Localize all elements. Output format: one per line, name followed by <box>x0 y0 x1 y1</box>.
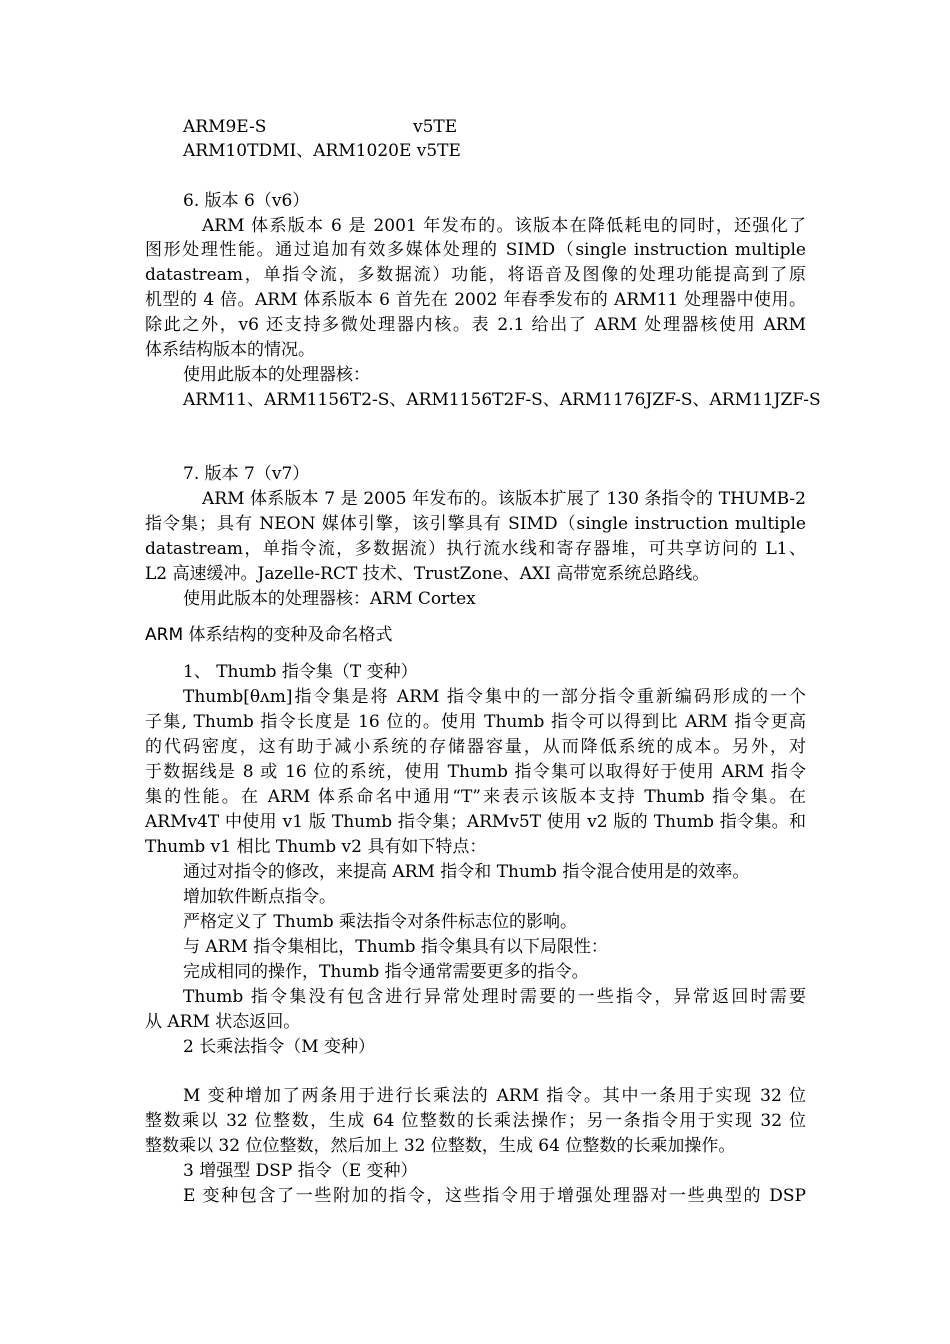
m-variant-paragraph-line: 整数乘以 32 位位整数，然后加上 32 位整数，生成 64 位整数的长乘加操作。 <box>145 1136 736 1156</box>
v7-cores: 使用此版本的处理器核：ARM Cortex <box>183 589 476 609</box>
thumb-feature-item: 增加软件断点指令。 <box>183 887 336 907</box>
v6-paragraph-line: 机型的 4 倍。ARM 体系版本 6 首先在 2002 年春季发布的 ARM11 处理器中使用。 <box>145 290 806 310</box>
thumb-limitation-intro: 与 ARM 指令集相比，Thumb 指令集具有以下局限性： <box>183 937 608 957</box>
v6-paragraph-line: ARM 体系版本 6 是 2001 年发布的。该版本在降低耗电的同时，还强化了 <box>202 216 806 236</box>
core-row-arm9e <box>183 115 458 139</box>
v6-paragraph-line: 图形处理性能。通过追加有效多媒体处理的 SIMD（single instruction multiple <box>145 240 806 260</box>
thumb-limitation-item-cont: 从 ARM 状态返回。 <box>145 1012 301 1032</box>
thumb-feature-item: 通过对指令的修改，来提高 ARM 指令和 Thumb 指令混合使用是的效率。 <box>183 862 750 882</box>
v7-paragraph-line: datastream，单指令流，多数据流）执行流水线和寄存器堆，可共享访问的 L1、 <box>145 539 806 559</box>
thumb-paragraph-line: 子集, Thumb 指令长度是 16 位的。使用 Thumb 指令可以得到比 ARM 指令更高 <box>145 712 806 732</box>
core-name: ARM9E-S <box>183 117 267 137</box>
m-variant-paragraph-line: M 变种增加了两条用于进行长乘法的 ARM 指令。其中一条用于实现 32 位 <box>183 1086 806 1106</box>
v6-cores-label: 使用此版本的处理器核： <box>183 365 370 385</box>
e-variant-heading: 3 增强型 DSP 指令（E 变种） <box>183 1161 418 1181</box>
thumb-limitation-item: Thumb 指令集没有包含进行异常处理时需要的一些指令，异常返回时需要 <box>183 987 806 1007</box>
thumb-feature-item: 严格定义了 Thumb 乘法指令对条件标志位的影响。 <box>183 912 578 932</box>
m-variant-heading: 2 长乘法指令（M 变种） <box>183 1037 376 1057</box>
section-title: ARM 体系结构的变种及命名格式 <box>145 625 393 645</box>
v7-paragraph-line: L2 高速缓冲。Jazelle-RCT 技术、TrustZone、AXI 高带宽系统总路线。 <box>145 564 710 584</box>
v6-paragraph-line: datastream，单指令流，多数据流）功能，将语音及图像的处理功能提高到了原 <box>145 265 806 285</box>
thumb-paragraph-line: Thumb v1 相比 Thumb v2 具有如下特点： <box>145 837 487 857</box>
v6-paragraph-line: 除此之外，v6 还支持多微处理器内核。表 2.1 给出了 ARM 处理器核使用 ARM <box>145 315 806 335</box>
v7-paragraph-line: 指令集；具有 NEON 媒体引擎，该引擎具有 SIMD（single instruction multiple <box>145 514 806 534</box>
thumb-paragraph-line: ARMv4T 中使用 v1 版 Thumb 指令集；ARMv5T 使用 v2 版的 Thumb 指令集。和 <box>145 812 806 832</box>
thumb-limitation-item: 完成相同的操作，Thumb 指令通常需要更多的指令。 <box>183 962 589 982</box>
core-row-arm10: ARM10TDMI、ARM1020E v5TE <box>183 141 461 161</box>
thumb-paragraph-line: 的代码密度，这有助于减小系统的存储器容量，从而降低系统的成本。另外，对 <box>145 737 806 757</box>
v6-heading: 6. 版本 6（v6） <box>183 191 310 211</box>
v6-cores-list: ARM11、ARM1156T2-S、ARM1156T2F-S、ARM1176JZF-S、ARM11JZF-S <box>183 390 821 410</box>
thumb-paragraph-line: Thumb[θʌm]指令集是将 ARM 指令集中的一部分指令重新编码形成的一个 <box>183 687 806 707</box>
thumb-heading: 1、 Thumb 指令集（T 变种） <box>183 662 418 682</box>
core-version: v5TE <box>413 117 458 137</box>
thumb-paragraph-line: 集的性能。在 ARM 体系命名中通用“T”来表示该版本支持 Thumb 指令集。在 <box>145 787 806 807</box>
m-variant-paragraph-line: 整数乘以 32 位整数，生成 64 位整数的长乘法操作；另一条指令用于实现 32 位 <box>145 1111 806 1131</box>
v7-heading: 7. 版本 7（v7） <box>183 464 310 484</box>
v7-paragraph-line: ARM 体系版本 7 是 2005 年发布的。该版本扩展了 130 条指令的 THUMB-2 <box>202 489 806 509</box>
e-variant-paragraph-line: E 变种包含了一些附加的指令，这些指令用于增强处理器对一些典型的 DSP <box>183 1186 806 1206</box>
v6-paragraph-line: 体系结构版本的情况。 <box>145 340 315 360</box>
thumb-paragraph-line: 于数据线是 8 或 16 位的系统，使用 Thumb 指令集可以取得好于使用 ARM 指令 <box>145 762 806 782</box>
